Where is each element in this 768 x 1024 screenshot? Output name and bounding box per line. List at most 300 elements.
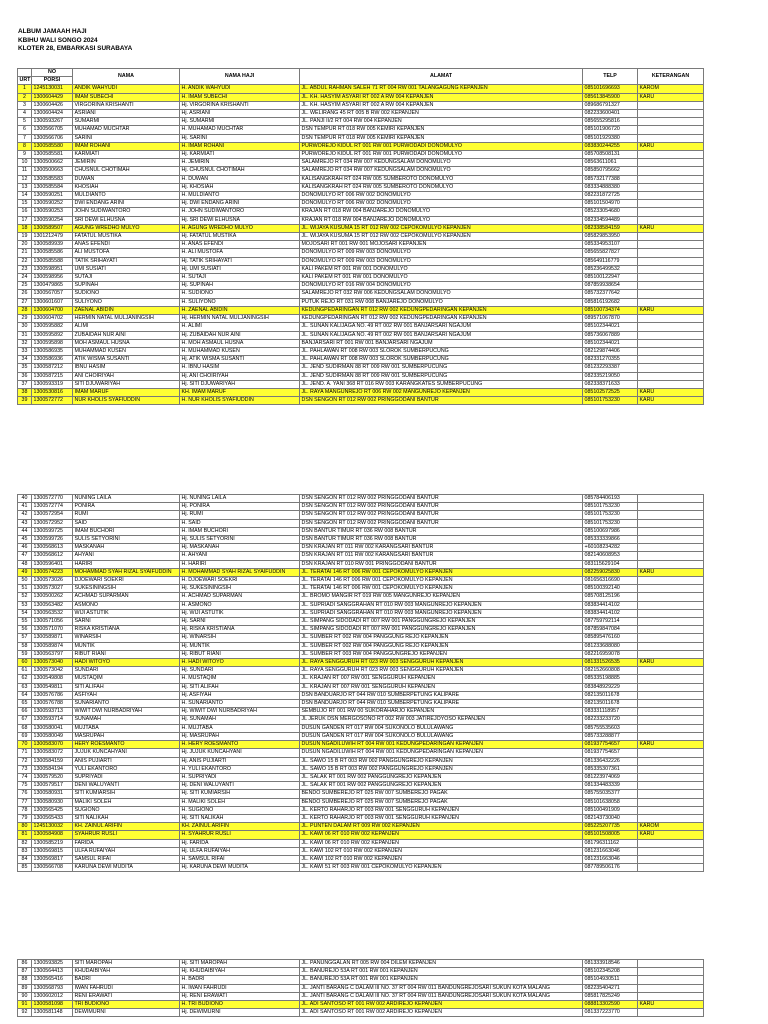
header-urt-top xyxy=(18,69,32,77)
cell-porsi: 1300576788 xyxy=(32,700,73,708)
cell-keterangan xyxy=(638,249,704,257)
cell-urt: 45 xyxy=(18,536,32,544)
cell-nama: SULIYONO xyxy=(73,298,180,306)
document-title xyxy=(18,28,132,54)
cell-urt: 6 xyxy=(18,126,32,134)
cell-urt: 41 xyxy=(18,503,32,511)
cell-alamat: PURWOREJO KIDUL RT 001 RW 001 PURWODADI DONOMULYO xyxy=(300,142,583,150)
cell-nama-haji: H. MALIKI SOLEH xyxy=(180,798,300,806)
cell-telp: 085655295816 xyxy=(583,118,638,126)
cell-telp: 085649116779 xyxy=(583,257,638,265)
cell-porsi: 1300563482 xyxy=(32,601,73,609)
cell-telp: 085101929380 xyxy=(583,134,638,142)
table-row xyxy=(18,667,704,675)
cell-nama-haji: H. DJOEWARI SOEKRI xyxy=(180,577,300,585)
cell-porsi: 1300571070 xyxy=(32,626,73,634)
cell-alamat: JL. SUNAN KALIJAGA NO. 49 RT 002 RW 001 BANJARSARI NGAJUM xyxy=(300,323,583,331)
cell-urt: 13 xyxy=(18,183,32,191)
cell-porsi: 1300573042 xyxy=(32,667,73,675)
cell-nama-haji: H. SUDIONO xyxy=(180,290,300,298)
cell-telp: 085101906720 xyxy=(583,126,638,134)
table-row xyxy=(18,224,704,232)
cell-telp: 085101753230 xyxy=(583,511,638,519)
cell-porsi: 1300593714 xyxy=(32,716,73,724)
cell-porsi: 1300574223 xyxy=(32,568,73,576)
cell-urt: 67 xyxy=(18,716,32,724)
table-row xyxy=(18,659,704,667)
table-row xyxy=(18,118,704,126)
cell-nama-haji: H. NUR KHOLIS SYAFIUDDIN xyxy=(180,397,300,405)
cell-nama: SUNARIANTO xyxy=(73,700,180,708)
cell-nama: MOHAMMAD SYAH RIZAL SYAIFUDDIN xyxy=(73,568,180,576)
header-no: NO xyxy=(32,69,73,77)
cell-telp: 082129874406 xyxy=(583,347,638,355)
cell-keterangan xyxy=(638,968,704,976)
cell-alamat: DSN TEMPUR RT 018 RW 005 KEMIRI KEPANJEN xyxy=(300,134,583,142)
cell-nama: SUPRIYADI xyxy=(73,773,180,781)
cell-nama: NUNING LAILA xyxy=(73,495,180,503)
cell-telp: 082152660808 xyxy=(583,667,638,675)
cell-nama-haji: H. ASMONO xyxy=(180,601,300,609)
cell-keterangan xyxy=(638,773,704,781)
cell-keterangan: KARU xyxy=(638,224,704,232)
cell-nama: DWI ENDANG ARINI xyxy=(73,200,180,208)
cell-urt: 54 xyxy=(18,609,32,617)
cell-telp: 085755035377 xyxy=(583,790,638,798)
cell-telp: 085335198885 xyxy=(583,675,638,683)
cell-nama: FARIDA xyxy=(73,839,180,847)
table-row xyxy=(18,823,704,831)
cell-porsi: 1300584159 xyxy=(32,757,73,765)
cell-nama: FATATUL MUSTIKA xyxy=(73,233,180,241)
cell-nama-haji: H. SAID xyxy=(180,519,300,527)
cell-urt: 51 xyxy=(18,585,32,593)
cell-nama: SAID xyxy=(73,519,180,527)
cell-urt: 35 xyxy=(18,364,32,372)
cell-telp: 085755535603 xyxy=(583,724,638,732)
cell-nama: KHOSIAH xyxy=(73,183,180,191)
cell-nama: MUNTIK xyxy=(73,642,180,650)
cell-keterangan xyxy=(638,650,704,658)
cell-nama-haji: Hj. MUNTIK xyxy=(180,642,300,650)
table-row xyxy=(18,864,704,872)
cell-alamat: DONOMULYO RT 009 RW 003 DONOMULYO xyxy=(300,257,583,265)
cell-nama-haji: Hj. SITI ALIFAH xyxy=(180,683,300,691)
cell-nama-haji: Hj. WIWIT DWI NURBADRIYAH xyxy=(180,708,300,716)
cell-urt: 7 xyxy=(18,134,32,142)
table-row xyxy=(18,85,704,93)
cell-nama: ACHMAD SUPARMAN xyxy=(73,593,180,601)
cell-nama-haji: Hj. RENI ERAWATI xyxy=(180,992,300,1000)
cell-alamat: JL. BANUREJO 53A RT 001 RW 001 KEPANJEN xyxy=(300,976,583,984)
cell-alamat: JL. SUMBER RT 002 RW 004 PANGGUNG REJO KEPANJEN xyxy=(300,642,583,650)
cell-urt: 85 xyxy=(18,864,32,872)
cell-alamat: SALAMREJO RT 032 RW 006 KEDUNGSALAM DONOMULYO xyxy=(300,290,583,298)
cell-porsi: 1300586935 xyxy=(32,347,73,355)
cell-porsi: 1300587212 xyxy=(32,364,73,372)
cell-nama-haji: Hj. ULFA RUFAIYAH xyxy=(180,847,300,855)
cell-urt: 92 xyxy=(18,1009,32,1017)
cell-nama: DUWAN xyxy=(73,175,180,183)
cell-nama: ASMONO xyxy=(73,601,180,609)
table-row xyxy=(18,585,704,593)
cell-porsi: 1300563797 xyxy=(32,650,73,658)
table-row xyxy=(18,814,704,822)
cell-urt: 86 xyxy=(18,960,32,968)
cell-keterangan xyxy=(638,790,704,798)
cell-telp: 081937754657 xyxy=(583,741,638,749)
cell-urt: 16 xyxy=(18,208,32,216)
cell-urt: 80 xyxy=(18,823,32,831)
cell-nama-haji: Hj. ANIS PUJIARTI xyxy=(180,757,300,765)
cell-keterangan xyxy=(638,847,704,855)
cell-porsi: 1300593319 xyxy=(32,380,73,388)
table-row xyxy=(18,691,704,699)
table-row xyxy=(18,782,704,790)
cell-keterangan xyxy=(638,544,704,552)
cell-urt: 90 xyxy=(18,992,32,1000)
cell-keterangan: KARU xyxy=(638,306,704,314)
table-row xyxy=(18,536,704,544)
cell-telp: 085895476160 xyxy=(583,634,638,642)
cell-urt: 18 xyxy=(18,224,32,232)
cell-porsi: 1300583072 xyxy=(32,749,73,757)
cell-alamat: PUTUK REJO RT 031 RW 008 BANJAREJO DONOMULYO xyxy=(300,298,583,306)
cell-urt: 43 xyxy=(18,519,32,527)
cell-keterangan xyxy=(638,372,704,380)
cell-keterangan xyxy=(638,724,704,732)
cell-porsi: 1300572770 xyxy=(32,495,73,503)
cell-nama-haji: H. AGUNG WREDHO MULYO xyxy=(180,224,300,232)
cell-nama-haji: Hj. WINARSIH xyxy=(180,634,300,642)
cell-alamat: JL. SALAK RT 001 RW 002 PANGGUNGREJO KEPANJEN xyxy=(300,773,583,781)
cell-keterangan: KARU xyxy=(638,741,704,749)
cell-telp: 087859938654 xyxy=(583,282,638,290)
cell-alamat: JL. SIMPANG SIDODADI RT 007 RW 001 PANGGUNGREJO KEPANJEN xyxy=(300,618,583,626)
cell-porsi: 1245130031 xyxy=(32,85,73,93)
cell-urt: 88 xyxy=(18,976,32,984)
cell-keterangan xyxy=(638,200,704,208)
cell-nama: SULIS SETYORINI xyxy=(73,536,180,544)
cell-alamat: DSN BANDUARJO RT 044 RW 010 SUMBERPETUNG KALIPARE xyxy=(300,691,583,699)
cell-nama-haji: Hj. DEWIMURNI xyxy=(180,1009,300,1017)
cell-nama: MASKANAH xyxy=(73,544,180,552)
cell-telp: 085732377642 xyxy=(583,290,638,298)
cell-telp: 089571067870 xyxy=(583,315,638,323)
cell-telp: 082140608953 xyxy=(583,552,638,560)
cell-telp: 082231872725 xyxy=(583,192,638,200)
table-row xyxy=(18,757,704,765)
cell-alamat: DSN KRAJAN RT 011 RW 002 KARANGSARI BANTUR xyxy=(300,544,583,552)
cell-telp: 082235404271 xyxy=(583,984,638,992)
cell-nama: WINARSIH xyxy=(73,634,180,642)
cell-porsi: 1300563532 xyxy=(32,609,73,617)
cell-urt: 39 xyxy=(18,397,32,405)
cell-urt: 37 xyxy=(18,380,32,388)
table-row xyxy=(18,968,704,976)
cell-keterangan xyxy=(638,708,704,716)
cell-telp: 085100734374 xyxy=(583,306,638,314)
cell-urt: 22 xyxy=(18,257,32,265)
cell-telp: 081656316690 xyxy=(583,577,638,585)
cell-porsi: 1300581148 xyxy=(32,1009,73,1017)
table-row xyxy=(18,167,704,175)
cell-alamat: PURWOREJO KIDUL RT 001 RW 001 PURWODADI DONOMULYO xyxy=(300,151,583,159)
cell-nama: ZAENAL ABIDIN xyxy=(73,306,180,314)
cell-telp: 081232293387 xyxy=(583,364,638,372)
cell-alamat: JL. KAWI 102 RT 010 RW 002 KEPANJEN xyxy=(300,847,583,855)
cell-nama: SUPINAH xyxy=(73,282,180,290)
table-row xyxy=(18,773,704,781)
cell-urt: 57 xyxy=(18,634,32,642)
cell-urt: 4 xyxy=(18,110,32,118)
table-row xyxy=(18,298,704,306)
cell-telp: 085233054680 xyxy=(583,208,638,216)
cell-nama-haji: Hj. KHUDAIBIYAH xyxy=(180,968,300,976)
cell-telp: 082135011678 xyxy=(583,700,638,708)
cell-telp: 085236499532 xyxy=(583,265,638,273)
cell-nama-haji: Hj. ANI CHOIRIYAH xyxy=(180,372,300,380)
cell-telp: 081336432226 xyxy=(583,757,638,765)
cell-urt: 44 xyxy=(18,527,32,535)
table-row xyxy=(18,634,704,642)
cell-alamat: JL. TERATAI 146 RT 006 RW 001 CEPOKOMULYO KEPANJEN xyxy=(300,568,583,576)
table-page-2 xyxy=(17,494,703,872)
table-row xyxy=(18,765,704,773)
table-row xyxy=(18,331,704,339)
cell-nama-haji: Hj. SARNI xyxy=(180,618,300,626)
cell-nama-haji: H. IMAM BUCHORI xyxy=(180,527,300,535)
cell-porsi: 1300564413 xyxy=(32,968,73,976)
cell-alamat: DSN KRAJAN RT 011 RW 002 KARANGSARI BANTUR xyxy=(300,552,583,560)
cell-telp: 087759792114 xyxy=(583,618,638,626)
cell-keterangan xyxy=(638,364,704,372)
cell-telp: 088813302590 xyxy=(583,1001,638,1009)
header-telp: TELP xyxy=(583,69,638,85)
cell-nama: MALIKI SOLEH xyxy=(73,798,180,806)
table-row xyxy=(18,741,704,749)
cell-alamat: BENDO SUMBEREJO RT 025 RW 007 SUMBEREJO PAGAK xyxy=(300,798,583,806)
cell-urt: 10 xyxy=(18,159,32,167)
cell-nama: CHUSNUL CHOTIMAH xyxy=(73,167,180,175)
cell-alamat: JL. TERATAI 146 RT 006 RW 001 CEPOKOMULYO KEPANJEN xyxy=(300,577,583,585)
cell-telp: 085736067889 xyxy=(583,331,638,339)
cell-urt: 89 xyxy=(18,984,32,992)
cell-alamat: JL. KAWI 06 RT 010 RW 002 KEPANJEN xyxy=(300,831,583,839)
table-row xyxy=(18,339,704,347)
cell-urt: 66 xyxy=(18,708,32,716)
cell-keterangan xyxy=(638,208,704,216)
cell-porsi: 1300530816 xyxy=(32,388,73,396)
cell-nama: MUJTABA xyxy=(73,724,180,732)
table-row xyxy=(18,650,704,658)
cell-nama-haji: Hj. SUPINAH xyxy=(180,282,300,290)
cell-telp: 087859847084 xyxy=(583,626,638,634)
cell-keterangan xyxy=(638,527,704,535)
cell-telp: 085829853950 xyxy=(583,233,638,241)
cell-porsi: 1300573040 xyxy=(32,659,73,667)
jamaah-table-1 xyxy=(17,68,704,405)
cell-keterangan xyxy=(638,601,704,609)
cell-keterangan: KARU xyxy=(638,93,704,101)
cell-nama-haji: H. ALI MUSTOFA xyxy=(180,249,300,257)
table-row xyxy=(18,960,704,968)
cell-telp: 081333918546 xyxy=(583,960,638,968)
cell-telp: 081334483339 xyxy=(583,782,638,790)
cell-nama-haji: H. IBNU HASIM xyxy=(180,364,300,372)
cell-urt: 28 xyxy=(18,306,32,314)
cell-urt: 30 xyxy=(18,323,32,331)
cell-urt: 62 xyxy=(18,675,32,683)
cell-keterangan xyxy=(638,183,704,191)
cell-urt: 82 xyxy=(18,839,32,847)
cell-nama-haji: Hj. WIJI ASTUTIK xyxy=(180,609,300,617)
cell-telp: 083848929229 xyxy=(583,683,638,691)
cell-porsi: 1300604426 xyxy=(32,101,73,109)
cell-alamat: SALAMREJO RT 034 RW 007 KEDUNGSALAM DONOMULYO xyxy=(300,159,583,167)
cell-porsi: 1300565433 xyxy=(32,814,73,822)
cell-urt: 56 xyxy=(18,626,32,634)
table-row xyxy=(18,724,704,732)
cell-nama: IWAN FAHRUDI xyxy=(73,984,180,992)
cell-urt: 31 xyxy=(18,331,32,339)
cell-telp: 085101504970 xyxy=(583,200,638,208)
cell-porsi: 1300585588 xyxy=(32,257,73,265)
cell-nama-haji: Hj. UMI SUSIATI xyxy=(180,265,300,273)
cell-urt: 40 xyxy=(18,495,32,503)
cell-telp: 085101753230 xyxy=(583,397,638,405)
cell-alamat: DSN SENGON RT 012 RW 002 PRINGGODANI BANTUR xyxy=(300,495,583,503)
table-row xyxy=(18,93,704,101)
cell-nama: KARUNA DEWI MUDITA xyxy=(73,864,180,872)
cell-alamat: DUSUN GANDEN RT 017 RW 004 SUKONOLO BULULAWANG xyxy=(300,724,583,732)
cell-alamat: JL. PANJI II/2 RT 004 RW 004 KEPANJEN xyxy=(300,118,583,126)
cell-keterangan xyxy=(638,151,704,159)
cell-alamat: JL. SUPRIADI SANGGRAHAN RT 010 RW 003 MANGUNREJO KEPANJEN xyxy=(300,609,583,617)
cell-nama-haji: Hj. MASKANAH xyxy=(180,544,300,552)
cell-nama-haji: Hj. ASFIYAH xyxy=(180,691,300,699)
cell-telp: 083830244255 xyxy=(583,142,638,150)
cell-keterangan xyxy=(638,618,704,626)
cell-nama: IBNU HASIM xyxy=(73,364,180,372)
cell-telp: 085335307361 xyxy=(583,765,638,773)
cell-alamat: JL. SUPRIADI SANGGRAHAN RT 010 RW 003 MANGUNREJO KEPANJEN xyxy=(300,601,583,609)
cell-nama-haji: Hj. FATATUL MUSTIKA xyxy=(180,233,300,241)
table-row xyxy=(18,257,704,265)
cell-nama-haji: Hj. KARUNA DEWI MUDITA xyxy=(180,864,300,872)
cell-nama: SAMSUL RIFAI xyxy=(73,855,180,863)
table-row xyxy=(18,700,704,708)
table-row xyxy=(18,397,704,405)
cell-nama: PONIRA xyxy=(73,503,180,511)
table-row xyxy=(18,732,704,740)
cell-porsi: 1301212479 xyxy=(32,233,73,241)
cell-urt: 50 xyxy=(18,577,32,585)
cell-nama-haji: H. ANDIK WAHYUDI xyxy=(180,85,300,93)
cell-urt: 68 xyxy=(18,724,32,732)
cell-nama: HARIRI xyxy=(73,560,180,568)
cell-keterangan: KAROM xyxy=(638,823,704,831)
cell-porsi: 1300566708 xyxy=(32,864,73,872)
cell-keterangan: KARU xyxy=(638,1001,704,1009)
cell-nama-haji: Hj. DENI WALUYANTI xyxy=(180,782,300,790)
table-row xyxy=(18,134,704,142)
cell-nama-haji: Hj. SUMARMI xyxy=(180,118,300,126)
cell-nama-haji: Hj. SRI DEWI ELHUSNA xyxy=(180,216,300,224)
cell-keterangan: KARU xyxy=(638,388,704,396)
cell-telp: 082216959078 xyxy=(583,650,638,658)
table-row xyxy=(18,110,704,118)
cell-alamat: DSN BANDUARJO RT 044 RW 010 SUMBERPETUNG KALIPARE xyxy=(300,700,583,708)
cell-telp: 083834414102 xyxy=(583,601,638,609)
cell-porsi: 1300590254 xyxy=(32,216,73,224)
jamaah-table-2 xyxy=(17,494,704,872)
cell-urt: 24 xyxy=(18,274,32,282)
cell-porsi: 1300576786 xyxy=(32,691,73,699)
table-row xyxy=(18,151,704,159)
cell-keterangan xyxy=(638,642,704,650)
cell-nama: SITI DJUWARIYAH xyxy=(73,380,180,388)
cell-nama-haji: Hj. RIBUT RIANI xyxy=(180,650,300,658)
cell-porsi: 1300580930 xyxy=(32,798,73,806)
cell-telp: 081796311162 xyxy=(583,839,638,847)
cell-telp: 081231663046 xyxy=(583,855,638,863)
cell-keterangan xyxy=(638,675,704,683)
cell-porsi: 1300573026 xyxy=(32,577,73,585)
cell-nama-haji: H. BADRI xyxy=(180,976,300,984)
cell-keterangan xyxy=(638,216,704,224)
cell-porsi: 1300585586 xyxy=(32,249,73,257)
cell-alamat: JL. KH. HASYIM ASYARI RT 002 A RW 004 KEPANJEN xyxy=(300,101,583,109)
cell-keterangan xyxy=(638,323,704,331)
cell-porsi: 1300569817 xyxy=(32,855,73,863)
cell-alamat: JL. RAYA MANGUNREJO RT 006 RW 002 MANGUNREJO KEPANJEN xyxy=(300,388,583,396)
cell-keterangan xyxy=(638,1009,704,1017)
cell-porsi: 1300604700 xyxy=(32,306,73,314)
cell-urt: 64 xyxy=(18,691,32,699)
cell-alamat: KALISANGKRAH RT 024 RW 005 SUMBEROTO DONOMULYO xyxy=(300,183,583,191)
cell-alamat: JL. RAYA SENGGURUH RT 023 RW 003 SENGGURUH KEPANJEN xyxy=(300,659,583,667)
cell-keterangan xyxy=(638,347,704,355)
cell-keterangan: KARU xyxy=(638,397,704,405)
table-row xyxy=(18,306,704,314)
table-row xyxy=(18,380,704,388)
cell-alamat: JL. KRAJAN RT 007 RW 001 SENGGURUH KEPANJEN xyxy=(300,683,583,691)
cell-porsi: 1300584908 xyxy=(32,831,73,839)
cell-porsi: 1300590253 xyxy=(32,208,73,216)
cell-nama: MOH ASMAUL HUSNA xyxy=(73,339,180,347)
table-row xyxy=(18,568,704,576)
cell-nama-haji: Hj. SITI NALIKAH xyxy=(180,814,300,822)
cell-nama-haji: Hj. VIRGORINA KRISHANTI xyxy=(180,101,300,109)
cell-keterangan xyxy=(638,814,704,822)
cell-urt: 52 xyxy=(18,593,32,601)
jamaah-table-3 xyxy=(17,959,704,1017)
cell-nama-haji: H. MOHAMMAD SYAH RIZAL SYAIFUDDIN xyxy=(180,568,300,576)
cell-telp: 085817825249 xyxy=(583,992,638,1000)
cell-telp: 081331526535 xyxy=(583,659,638,667)
cell-nama-haji: H. SUTAJI xyxy=(180,274,300,282)
cell-porsi: 1300593825 xyxy=(32,960,73,968)
cell-nama-haji: H. ZAENAL ABIDIN xyxy=(180,306,300,314)
cell-keterangan xyxy=(638,960,704,968)
cell-porsi: 1300583070 xyxy=(32,741,73,749)
cell-urt: 34 xyxy=(18,356,32,364)
title-line-3: KLOTER 28, EMBARKASI SURABAYA xyxy=(18,45,133,53)
cell-alamat: DSN TEMPUR RT 018 RW 005 KEMIRI KEPANJEN xyxy=(300,126,583,134)
cell-nama: ANAS EFENDI xyxy=(73,241,180,249)
cell-nama: SUKESININGSIH xyxy=(73,585,180,593)
